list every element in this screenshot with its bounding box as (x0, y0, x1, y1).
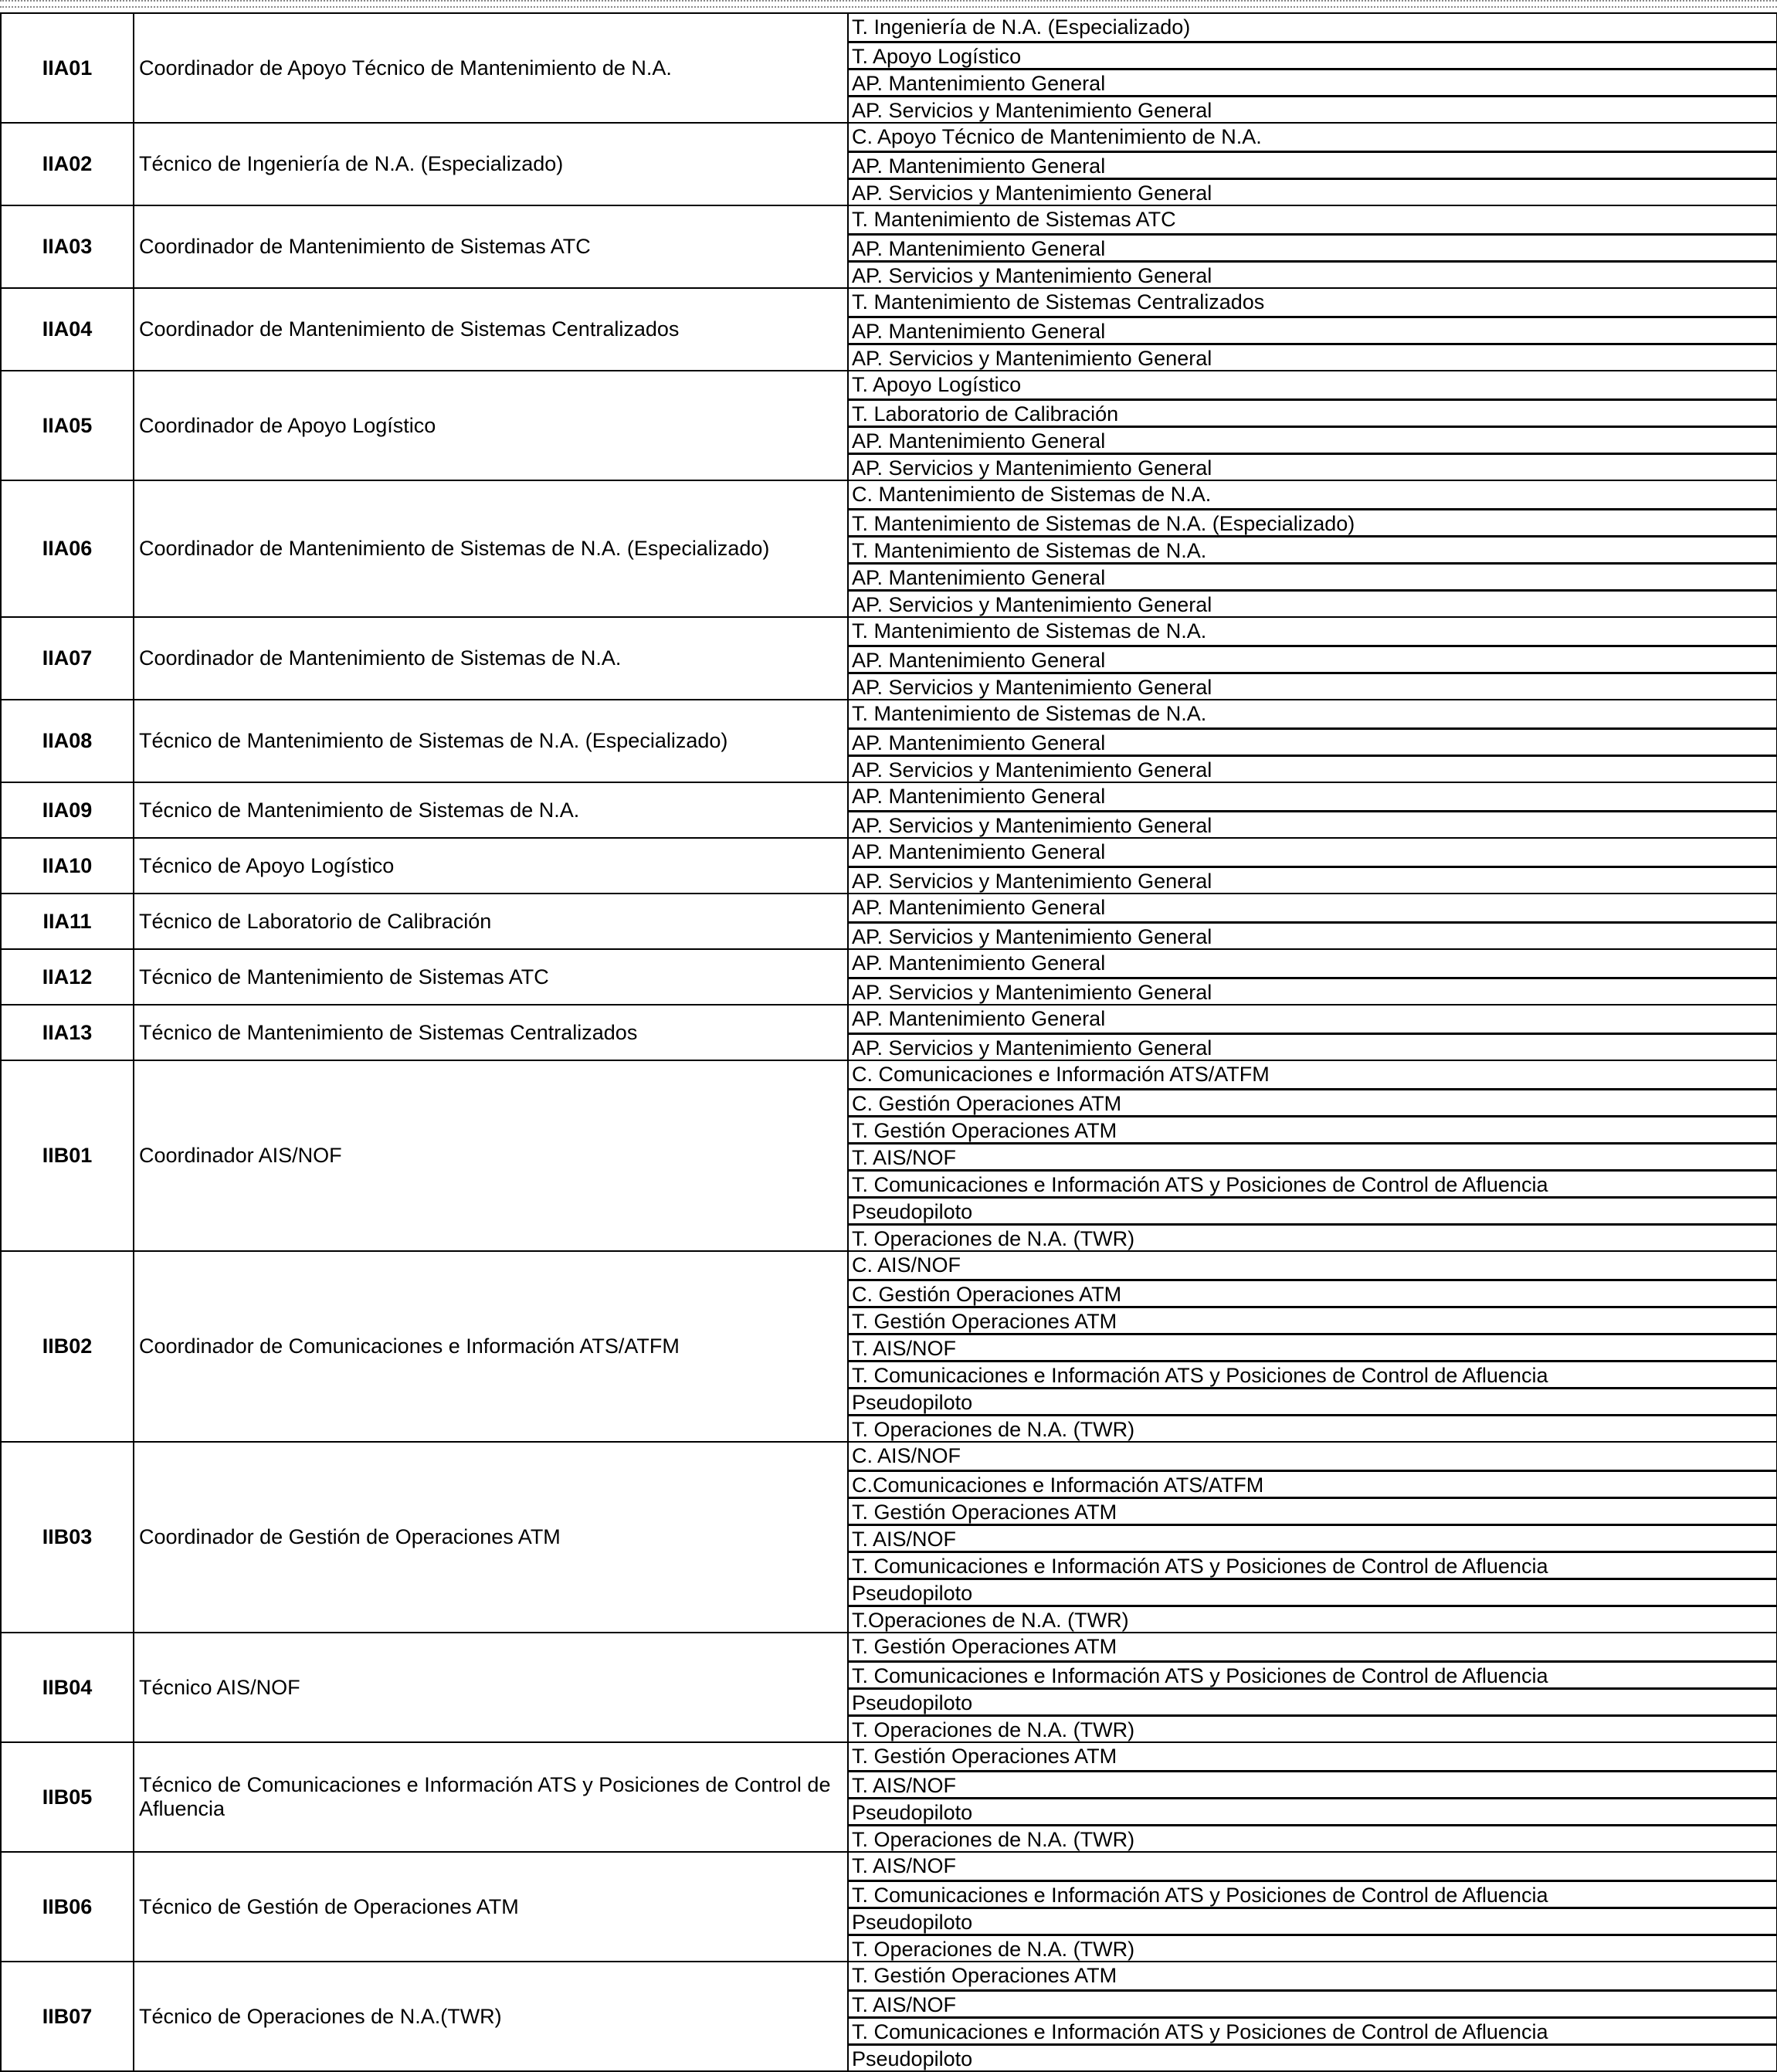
job-code-cell: IIA12 (1, 949, 134, 1005)
table-row (1, 1633, 1777, 1742)
related-position-item: T. Operaciones de N.A. (TWR) (849, 1714, 1776, 1741)
related-positions-cell (848, 894, 1777, 949)
job-code-cell: IIB07 (1, 1962, 134, 2071)
related-positions-cell (848, 1633, 1777, 1742)
related-position-item: C.Comunicaciones e Información ATS/ATFM (849, 1470, 1776, 1497)
related-position-item: T. Comunicaciones e Información ATS y Posiciones de Control de Afluencia (849, 1880, 1776, 1907)
related-positions-cell (848, 480, 1777, 617)
job-code-cell: IIA06 (1, 480, 134, 617)
related-position-item: T. AIS/NOF (852, 1854, 957, 1877)
related-positions-cell (848, 1005, 1777, 1060)
related-position-item: T. Laboratorio de Calibración (849, 398, 1776, 426)
related-position-item: T. Gestión Operaciones ATM (849, 1306, 1776, 1333)
related-position-item: AP. Servicios y Mantenimiento General (849, 977, 1776, 1004)
job-title-cell: Técnico de Ingeniería de N.A. (Especializado) (134, 123, 848, 205)
table-row (1, 123, 1777, 205)
related-positions-cell (848, 1442, 1777, 1633)
top-border-band (0, 0, 1777, 8)
job-code-cell: IIA01 (1, 13, 134, 123)
job-title-cell: Coordinador de Apoyo Técnico de Mantenimiento de N.A. (134, 13, 848, 123)
job-code-cell: IIA02 (1, 123, 134, 205)
related-positions-cell (848, 205, 1777, 288)
table-row (1, 1852, 1777, 1962)
table-row (1, 700, 1777, 782)
table-row (1, 13, 1777, 123)
job-code-cell: IIA10 (1, 838, 134, 894)
related-positions-cell (848, 288, 1777, 371)
related-position-item: AP. Mantenimiento General (849, 151, 1776, 178)
related-position-item: T. Comunicaciones e Información ATS y Posiciones de Control de Afluencia (849, 1360, 1776, 1387)
job-title-cell: Técnico de Mantenimiento de Sistemas ATC (134, 949, 848, 1005)
related-position-item: T.Operaciones de N.A. (TWR) (849, 1605, 1776, 1632)
table-row (1, 838, 1777, 894)
related-position-item: T. Mantenimiento de Sistemas de N.A. (849, 535, 1776, 562)
job-code-cell: IIA04 (1, 288, 134, 371)
related-position-item: T. Gestión Operaciones ATM (849, 1115, 1776, 1142)
table-row (1, 894, 1777, 949)
related-position-item: T. Apoyo Logístico (849, 41, 1776, 68)
related-position-item: AP. Mantenimiento General (852, 785, 1106, 808)
job-title-cell: Técnico de Gestión de Operaciones ATM (134, 1852, 848, 1962)
related-position-item: T. AIS/NOF (849, 1989, 1776, 2016)
related-positions-cell (848, 700, 1777, 782)
related-position-item: T. Mantenimiento de Sistemas Centralizados (852, 290, 1265, 314)
job-title-cell: Coordinador de Apoyo Logístico (134, 371, 848, 480)
related-position-item: Pseudopiloto (849, 1578, 1776, 1605)
related-position-item: C. Mantenimiento de Sistemas de N.A. (852, 483, 1212, 506)
related-positions-cell (848, 1251, 1777, 1442)
job-code-cell: IIA11 (1, 894, 134, 949)
related-position-item: AP. Servicios y Mantenimiento General (849, 95, 1776, 122)
job-title-cell: Técnico de Apoyo Logístico (134, 838, 848, 894)
related-position-item: Pseudopiloto (849, 2043, 1776, 2070)
related-position-item: T. AIS/NOF (849, 1770, 1776, 1797)
table-row (1, 205, 1777, 288)
related-position-item: AP. Servicios y Mantenimiento General (849, 453, 1776, 480)
related-position-item: T. Operaciones de N.A. (TWR) (849, 1414, 1776, 1441)
related-position-item: T. Operaciones de N.A. (TWR) (849, 1934, 1776, 1961)
job-code-cell: IIB03 (1, 1442, 134, 1633)
related-position-item: T. Mantenimiento de Sistemas de N.A. (852, 702, 1207, 725)
related-position-item: AP. Mantenimiento General (852, 1007, 1106, 1030)
related-position-item: T. AIS/NOF (849, 1333, 1776, 1360)
table-row (1, 1442, 1777, 1633)
related-position-item: T. Ingeniería de N.A. (Especializado) (852, 15, 1191, 39)
related-position-item: AP. Mantenimiento General (849, 727, 1776, 755)
related-position-item: T. Mantenimiento de Sistemas de N.A. (852, 619, 1207, 643)
job-title-cell: Coordinador de Mantenimiento de Sistemas de N.A. (Especializado) (134, 480, 848, 617)
table-row (1, 782, 1777, 838)
job-code-cell: IIB04 (1, 1633, 134, 1742)
job-code-cell: IIB05 (1, 1742, 134, 1852)
table-row (1, 1005, 1777, 1060)
related-positions-cell (848, 13, 1777, 123)
related-position-item: T. Gestión Operaciones ATM (852, 1635, 1117, 1658)
table-row (1, 617, 1777, 700)
related-position-item: AP. Servicios y Mantenimiento General (849, 260, 1776, 287)
related-position-item: Pseudopiloto (849, 1907, 1776, 1934)
table-row (1, 1060, 1777, 1251)
related-position-item: C. Gestión Operaciones ATM (849, 1279, 1776, 1306)
job-code-cell: IIB01 (1, 1060, 134, 1251)
job-title-cell: Técnico de Mantenimiento de Sistemas Centralizados (134, 1005, 848, 1060)
related-positions-cell (848, 371, 1777, 480)
related-positions-cell (848, 1742, 1777, 1852)
table-row (1, 949, 1777, 1005)
job-equivalence-table (0, 12, 1777, 2072)
related-position-item: AP. Servicios y Mantenimiento General (849, 921, 1776, 948)
job-title-cell: Técnico AIS/NOF (134, 1633, 848, 1742)
job-title-cell: Coordinador de Mantenimiento de Sistemas ATC (134, 205, 848, 288)
job-code-cell: IIA05 (1, 371, 134, 480)
related-position-item: T. Apoyo Logístico (852, 373, 1022, 396)
job-code-cell: IIA08 (1, 700, 134, 782)
related-positions-cell (848, 1852, 1777, 1962)
job-code-cell: IIB06 (1, 1852, 134, 1962)
related-positions-cell (848, 949, 1777, 1005)
related-position-item: AP. Servicios y Mantenimiento General (849, 589, 1776, 616)
job-title-cell: Técnico de Mantenimiento de Sistemas de N.A. (Especializado) (134, 700, 848, 782)
table-row (1, 1251, 1777, 1442)
related-position-item: T. Mantenimiento de Sistemas ATC (852, 208, 1176, 231)
related-positions-cell (848, 1962, 1777, 2071)
related-position-item: C. AIS/NOF (852, 1444, 961, 1467)
related-position-item: Pseudopiloto (849, 1196, 1776, 1223)
related-position-item: C. Gestión Operaciones ATM (849, 1088, 1776, 1115)
job-code-cell: IIA07 (1, 617, 134, 700)
related-position-item: AP. Servicios y Mantenimiento General (849, 810, 1776, 837)
job-title-cell: Coordinador de Comunicaciones e Información ATS/ATFM (134, 1251, 848, 1442)
related-position-item: AP. Mantenimiento General (852, 840, 1106, 863)
related-position-item: T. Operaciones de N.A. (TWR) (849, 1824, 1776, 1851)
related-position-item: Pseudopiloto (849, 1387, 1776, 1414)
related-position-item: T. Operaciones de N.A. (TWR) (849, 1223, 1776, 1250)
table-row (1, 1962, 1777, 2071)
related-position-item: T. Gestión Operaciones ATM (849, 1497, 1776, 1524)
related-position-item: T. Comunicaciones e Información ATS y Posiciones de Control de Afluencia (849, 1551, 1776, 1578)
related-position-item: T. Comunicaciones e Información ATS y Posiciones de Control de Afluencia (849, 1169, 1776, 1196)
job-code-cell: IIB02 (1, 1251, 134, 1442)
related-position-item: AP. Mantenimiento General (849, 233, 1776, 260)
related-positions-cell (848, 782, 1777, 838)
job-title-cell: Coordinador de Gestión de Operaciones ATM (134, 1442, 848, 1633)
related-position-item: AP. Mantenimiento General (852, 951, 1106, 975)
related-positions-cell (848, 1060, 1777, 1251)
related-position-item: T. Mantenimiento de Sistemas de N.A. (Especializado) (849, 508, 1776, 535)
job-title-cell: Técnico de Mantenimiento de Sistemas de N.A. (134, 782, 848, 838)
related-position-item: AP. Servicios y Mantenimiento General (849, 178, 1776, 205)
related-position-item: T. Comunicaciones e Información ATS y Posiciones de Control de Afluencia (849, 1660, 1776, 1687)
table-row (1, 288, 1777, 371)
job-code-cell: IIA13 (1, 1005, 134, 1060)
job-title-cell: Coordinador de Mantenimiento de Sistemas Centralizados (134, 288, 848, 371)
related-position-item: Pseudopiloto (849, 1687, 1776, 1714)
related-position-item: AP. Servicios y Mantenimiento General (849, 1033, 1776, 1060)
job-code-cell: IIA03 (1, 205, 134, 288)
related-positions-cell (848, 617, 1777, 700)
related-position-item: C. AIS/NOF (852, 1253, 961, 1277)
table-body (1, 13, 1777, 2071)
related-position-item: T. AIS/NOF (849, 1524, 1776, 1551)
job-title-cell: Coordinador de Mantenimiento de Sistemas de N.A. (134, 617, 848, 700)
related-position-item: AP. Mantenimiento General (849, 316, 1776, 343)
job-title-cell: Técnico de Operaciones de N.A.(TWR) (134, 1962, 848, 2071)
job-title-cell: Técnico de Laboratorio de Calibración (134, 894, 848, 949)
related-position-item: AP. Servicios y Mantenimiento General (849, 343, 1776, 370)
related-position-item: AP. Mantenimiento General (849, 562, 1776, 589)
related-position-item: T. Gestión Operaciones ATM (852, 1964, 1117, 1987)
job-title-cell: Coordinador AIS/NOF (134, 1060, 848, 1251)
table-row (1, 480, 1777, 617)
related-position-item: AP. Mantenimiento General (849, 645, 1776, 672)
related-position-item: AP. Mantenimiento General (849, 68, 1776, 95)
related-position-item: T. Gestión Operaciones ATM (852, 1745, 1117, 1768)
job-code-cell: IIA09 (1, 782, 134, 838)
related-position-item: Pseudopiloto (849, 1797, 1776, 1824)
related-positions-cell (848, 838, 1777, 894)
related-position-item: C. Comunicaciones e Información ATS/ATFM (852, 1063, 1270, 1086)
related-positions-cell (848, 123, 1777, 205)
job-title-cell: Técnico de Comunicaciones e Información ATS y Posiciones de Control de Afluencia (134, 1742, 848, 1852)
table-row (1, 371, 1777, 480)
related-position-item: T. Comunicaciones e Información ATS y Posiciones de Control de Afluencia (849, 2016, 1776, 2043)
related-position-item: AP. Servicios y Mantenimiento General (849, 866, 1776, 893)
related-position-item: AP. Mantenimiento General (852, 896, 1106, 919)
related-position-item: AP. Mantenimiento General (849, 426, 1776, 453)
table-row (1, 1742, 1777, 1852)
related-position-item: AP. Servicios y Mantenimiento General (849, 672, 1776, 699)
related-position-item: T. AIS/NOF (849, 1142, 1776, 1169)
related-position-item: AP. Servicios y Mantenimiento General (849, 755, 1776, 782)
related-position-item: C. Apoyo Técnico de Mantenimiento de N.A. (852, 125, 1262, 148)
